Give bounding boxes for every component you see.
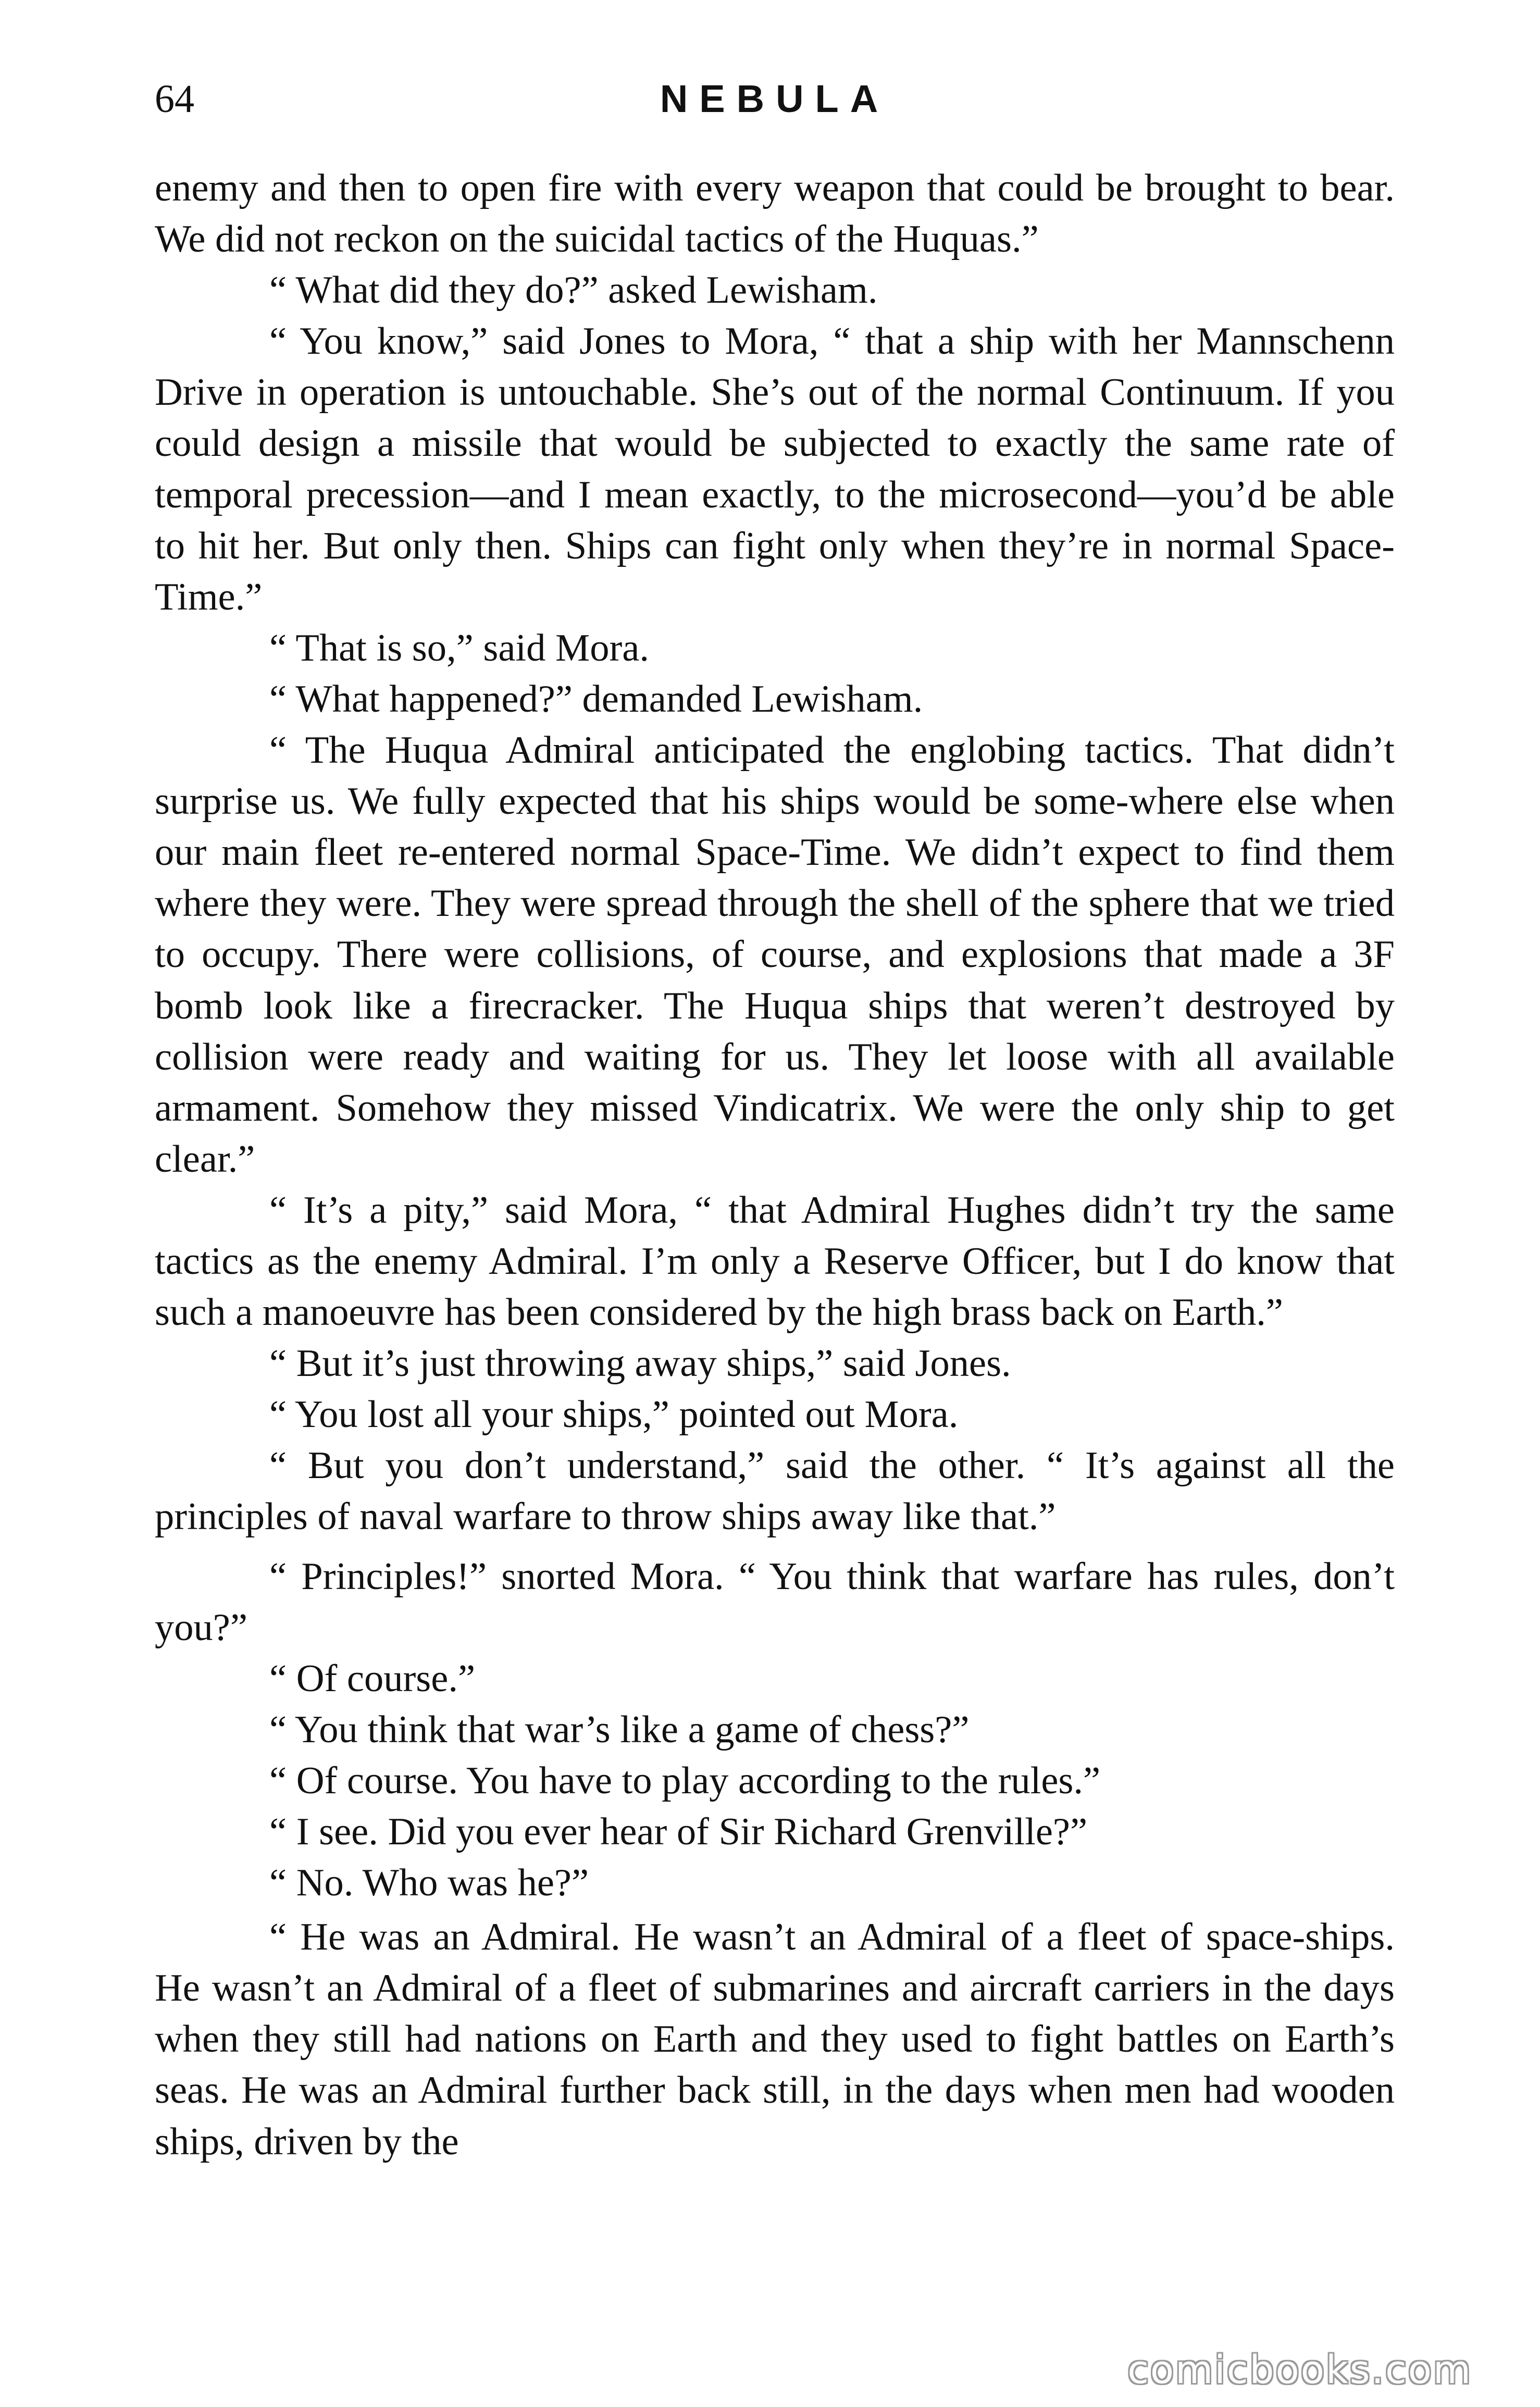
paragraph: “ The Huqua Admiral anticipated the englobing tactics. That didn’t surprise us. We fully expected that his ships would be some-where else when our main fleet re-entered normal Space-Time. We didn’t expect to find them where they were. They were spread through the shell of the sphere that we tried to occupy. There were collisions, of course, and explosions that made a 3F bomb look like a firecracker. The Huqua ships that weren’t destroyed by collision were ready and waiting for us. They let loose with all available armament. Somehow they missed Vindicatrix. We were the only ship to get clear.” xyxy=(155,729,1395,1181)
body-text xyxy=(155,163,1395,2167)
paragraph: “ What did they do?” asked Lewisham. xyxy=(269,269,878,312)
paragraph: “ Principles!” snorted Mora. “ You think that warfare has rules, don’t you?” xyxy=(155,1555,1395,1649)
page-number: 64 xyxy=(155,77,194,121)
paragraph: “ But it’s just throwing away ships,” said Jones. xyxy=(269,1342,1011,1385)
paragraph: “ Of course.” xyxy=(269,1657,476,1700)
paragraph: “ He was an Admiral. He wasn’t an Admiral of a fleet of space-ships. He wasn’t an Admiral of a fleet of submarines and aircraft carriers in the days when they still had nations on Earth and they used to fight battles on Earth’s seas. He was an Admiral further back still, in the days when men had wooden ships, driven by the xyxy=(155,1916,1395,2163)
paragraph: enemy and then to open fire with every weapon that could be brought to bear. We did not reckon on the suicidal tactics of the Huquas.” xyxy=(155,167,1395,261)
page-header xyxy=(155,70,1395,128)
paragraph: “ It’s a pity,” said Mora, “ that Admiral Hughes didn’t try the same tactics as the enemy Admiral. I’m only a Reserve Officer, but I do know that such a manoeuvre has been considered by the high brass back on Earth.” xyxy=(155,1188,1395,1334)
paragraph: “ That is so,” said Mora. xyxy=(269,626,649,669)
paragraph: “ But you don’t understand,” said the other. “ It’s against all the principles of naval warfare to throw ships away like that.” xyxy=(155,1444,1395,1539)
paragraph: “ I see. Did you ever hear of Sir Richard Grenville?” xyxy=(269,1810,1088,1853)
paragraph: “ No. Who was he?” xyxy=(269,1862,589,1905)
paragraph: “ Of course. You have to play according to the rules.” xyxy=(269,1759,1101,1802)
paragraph: “ You know,” said Jones to Mora, “ that a ship with her Mannschenn Drive in operation is untouchable. She’s out of the normal Continuum. If you could design a missile that would be subjected to exactly the same rate of temporal precession—and I mean exactly, to the microsecond—you’d be able to hit her. But only then. Ships can fight only when they’re in normal Space-Time.” xyxy=(155,320,1395,618)
watermark: comicbooks.com xyxy=(1127,2348,1472,2392)
paragraph: “ You lost all your ships,” pointed out Mora. xyxy=(269,1393,959,1436)
running-head: NEBULA xyxy=(660,77,890,120)
paragraph: “ You think that war’s like a game of chess?” xyxy=(269,1708,970,1751)
paragraph: “ What happened?” demanded Lewisham. xyxy=(269,677,923,721)
